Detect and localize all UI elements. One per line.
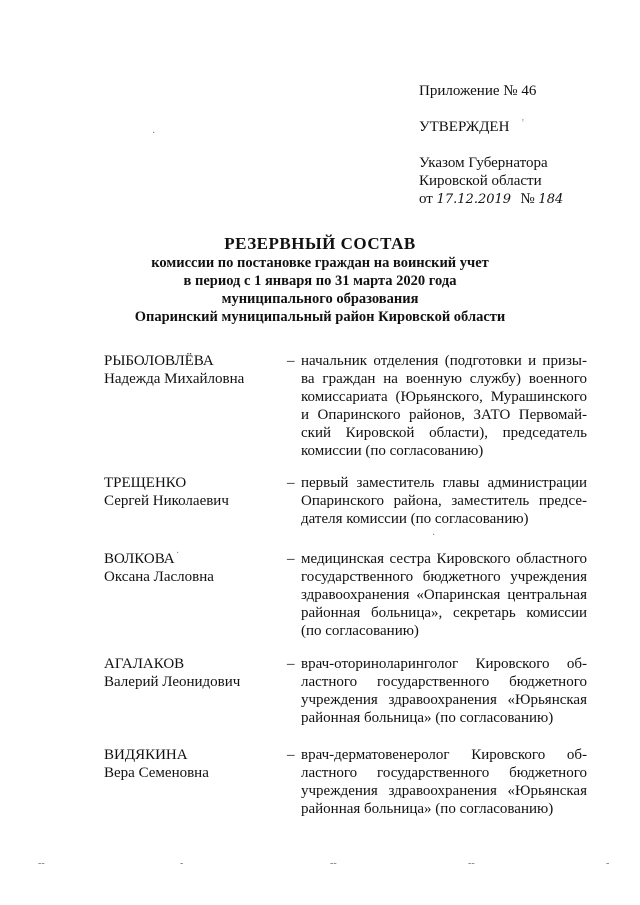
member-given-names: Вера Семеновна: [104, 765, 209, 781]
member-surname: ВИДЯКИНА: [104, 747, 188, 763]
role-line: врач-дерматовенеролог Кировского об-: [301, 747, 587, 763]
approved-label: УТВЕРЖДЕН: [419, 119, 510, 135]
role-line: дателя комиссии (по согласованию): [301, 511, 529, 527]
role-line: медицинская сестра Кировского областного: [301, 551, 587, 567]
member-role: [301, 655, 587, 727]
role-line: врач-оториноларинголог Кировского об-: [301, 656, 587, 672]
role-line: ва граждан на военную службу) военного: [301, 371, 587, 387]
scan-speck: ‐: [606, 858, 610, 869]
approval-block: [419, 82, 563, 209]
role-line: ский Кировской области), председатель: [301, 425, 587, 441]
role-line: начальник отделения (подготовки и призы-: [301, 353, 587, 369]
scan-speck: ‐‐: [468, 858, 475, 869]
role-line: и Опаринского районов, ЗАТО Первомай-: [301, 407, 587, 423]
member-role: [301, 474, 587, 528]
role-line: ластного государственного бюджетного: [301, 674, 587, 690]
handwritten-number: 184: [538, 192, 564, 207]
member-role: [301, 746, 587, 818]
member-given-names: Оксана Ласловна: [104, 569, 214, 585]
role-line: комиссии (по согласованию): [301, 443, 484, 459]
member-name: [104, 550, 214, 586]
member-name: [104, 655, 240, 691]
date-prefix: от: [419, 191, 433, 207]
member-dash: –: [287, 353, 295, 369]
handwritten-date: 17.12.2019: [436, 192, 512, 207]
member-dash: –: [287, 747, 295, 763]
member-dash: –: [287, 475, 295, 491]
member-surname: РЫБОЛОВЛЁВА: [104, 353, 214, 369]
role-line: здравоохранения «Опаринская центральная: [301, 587, 587, 603]
title-line-3: муниципального образования: [221, 291, 419, 307]
scan-speck: ·: [176, 548, 180, 559]
role-line: районная больница», секретарь комиссии: [301, 605, 587, 621]
member-name: [104, 746, 209, 782]
role-line: учреждения здравоохранения «Юрьянская: [301, 692, 587, 708]
scan-speck: ‐‐: [330, 858, 337, 869]
scan-speck: ‐: [180, 858, 184, 869]
role-line: районная больница» (по согласованию): [301, 710, 554, 726]
appendix-label: Приложение № 46: [419, 83, 537, 99]
number-prefix: №: [520, 191, 535, 207]
role-line: Опаринского района, заместитель предсе-: [301, 493, 587, 509]
role-line: районная больница» (по согласованию): [301, 801, 554, 817]
member-surname: ТРЕЩЕНКО: [104, 475, 187, 491]
member-surname: ВОЛКОВА: [104, 551, 175, 567]
title-line-2: в период с 1 января по 31 марта 2020 года: [183, 273, 457, 289]
decree-line-2: Кировской области: [419, 173, 542, 189]
role-line: первый заместитель главы администрации: [301, 475, 587, 491]
role-line: государственного бюджетного учреждения: [301, 569, 587, 585]
document-title-block: [0, 234, 640, 326]
member-given-names: Валерий Леонидович: [104, 674, 241, 690]
scan-speck: ‐‐: [38, 858, 45, 869]
member-given-names: Надежда Михайловна: [104, 371, 245, 387]
member-role: [301, 550, 587, 640]
member-name: [104, 474, 229, 510]
role-line: ластного государственного бюджетного: [301, 765, 587, 781]
title-line-4: Опаринский муниципальный район Кировской области: [134, 309, 506, 325]
member-role: [301, 352, 587, 460]
member-dash: –: [287, 551, 295, 567]
decree-date-line: [419, 190, 563, 209]
scan-speck: ·: [432, 530, 436, 541]
role-line: (по согласованию): [301, 623, 419, 639]
member-dash: –: [287, 656, 295, 672]
document-title: РЕЗЕРВНЫЙ СОСТАВ: [224, 234, 416, 253]
member-name: [104, 352, 244, 388]
decree-line-1: Указом Губернатора: [419, 155, 548, 171]
member-given-names: Сергей Николаевич: [104, 493, 229, 509]
title-line-1: комиссии по постановке граждан на воинский учет: [151, 255, 489, 271]
member-surname: АГАЛАКОВ: [104, 656, 185, 672]
role-line: учреждения здравоохранения «Юрьянская: [301, 783, 587, 799]
scan-speck: ': [522, 118, 524, 129]
role-line: комиссариата (Юрьянского, Мурашинского: [301, 389, 587, 405]
scan-speck: ·: [152, 128, 156, 139]
